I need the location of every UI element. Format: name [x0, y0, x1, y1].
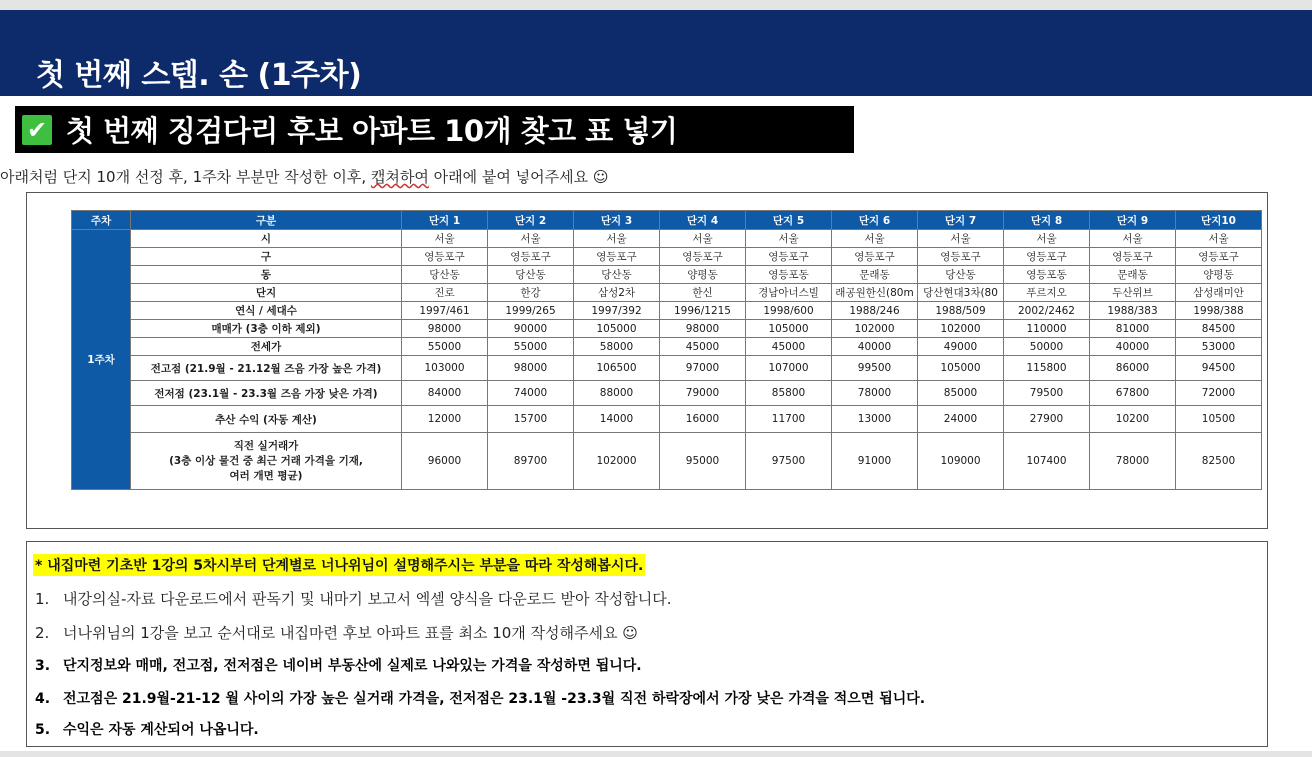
table-cell: 1998/600 — [746, 302, 832, 320]
table-cell: 102000 — [918, 320, 1004, 338]
table-row — [72, 320, 1262, 338]
table-cell: 1988/509 — [918, 302, 1004, 320]
table-cell: 래공원한신(80m — [832, 284, 918, 302]
table-cell: 1996/1215 — [660, 302, 746, 320]
instruction-item — [35, 622, 638, 643]
table-cell: 양평동 — [660, 266, 746, 284]
table-cell: 40000 — [832, 338, 918, 356]
table-cell: 영등포구 — [1176, 248, 1262, 266]
table-cell: 94500 — [1176, 356, 1262, 381]
table-cell: 78000 — [1090, 433, 1176, 490]
table-cell: 109000 — [918, 433, 1004, 490]
instruction-item — [35, 688, 925, 708]
apartment-table — [71, 210, 1262, 490]
table-cell: 24000 — [918, 406, 1004, 433]
table-cell: 79000 — [660, 381, 746, 406]
header-complex: 단지 4 — [660, 211, 746, 230]
table-cell: 88000 — [574, 381, 660, 406]
table-cell: 90000 — [488, 320, 574, 338]
table-cell: 85800 — [746, 381, 832, 406]
table-cell: 당산동 — [918, 266, 1004, 284]
table-cell: 영등포동 — [1004, 266, 1090, 284]
table-cell: 서울 — [574, 230, 660, 248]
table-row — [72, 338, 1262, 356]
table-cell: 영등포구 — [918, 248, 1004, 266]
table-row — [72, 266, 1262, 284]
table-cell: 45000 — [660, 338, 746, 356]
row-label: 전저점 (23.1월 - 23.3월 즈음 가장 낮은 가격) — [131, 381, 402, 406]
table-cell: 106500 — [574, 356, 660, 381]
table-cell: 105000 — [746, 320, 832, 338]
table-cell: 서울 — [832, 230, 918, 248]
table-cell: 당산동 — [402, 266, 488, 284]
table-cell: 91000 — [832, 433, 918, 490]
row-label: 동 — [131, 266, 402, 284]
row-label: 매매가 (3층 이하 제외) — [131, 320, 402, 338]
table-row — [72, 381, 1262, 406]
table-header-row — [72, 211, 1262, 230]
table-cell: 15700 — [488, 406, 574, 433]
table-cell: 45000 — [746, 338, 832, 356]
table-cell: 서울 — [402, 230, 488, 248]
table-cell: 1988/383 — [1090, 302, 1176, 320]
table-cell: 영등포구 — [660, 248, 746, 266]
table-cell: 84000 — [402, 381, 488, 406]
header-complex: 단지 5 — [746, 211, 832, 230]
instruction-item — [35, 719, 259, 739]
intro-after: 아래에 붙여 넣어주세요 ☺ — [428, 168, 609, 186]
table-cell: 115800 — [1004, 356, 1090, 381]
table-cell: 55000 — [402, 338, 488, 356]
table-cell: 99500 — [832, 356, 918, 381]
header-complex: 단지 2 — [488, 211, 574, 230]
table-row — [72, 230, 1262, 248]
table-row — [72, 248, 1262, 266]
top-strip — [0, 0, 1312, 10]
table-image-frame — [26, 192, 1268, 529]
item-number: 3. — [35, 658, 51, 674]
table-cell: 서울 — [488, 230, 574, 248]
table-row — [72, 406, 1262, 433]
table-row — [72, 284, 1262, 302]
table-cell: 1997/392 — [574, 302, 660, 320]
slide-header — [0, 10, 1312, 96]
table-cell: 98000 — [402, 320, 488, 338]
table-cell: 72000 — [1176, 381, 1262, 406]
item-text: 내강의실-자료 다운로드에서 판독기 및 내마기 보고서 엑셀 양식을 다운로드 받아 작성합니다. — [63, 590, 672, 608]
table-cell: 한신 — [660, 284, 746, 302]
table-cell: 서울 — [660, 230, 746, 248]
table-cell: 53000 — [1176, 338, 1262, 356]
row-label: 전세가 — [131, 338, 402, 356]
table-cell: 27900 — [1004, 406, 1090, 433]
table-cell: 67800 — [1090, 381, 1176, 406]
table-cell: 서울 — [1176, 230, 1262, 248]
table-cell: 영등포구 — [746, 248, 832, 266]
header-complex: 단지 3 — [574, 211, 660, 230]
header-complex: 단지 7 — [918, 211, 1004, 230]
subtitle-bar — [15, 106, 854, 153]
table-cell: 두산위브 — [1090, 284, 1176, 302]
table-cell: 서울 — [1004, 230, 1090, 248]
table-cell: 79500 — [1004, 381, 1090, 406]
row-label-line: 직전 실거래가 — [233, 439, 299, 452]
table-cell: 문래동 — [1090, 266, 1176, 284]
table-cell: 107000 — [746, 356, 832, 381]
table-cell: 양평동 — [1176, 266, 1262, 284]
table-cell: 40000 — [1090, 338, 1176, 356]
row-label-line: (3층 이상 물건 중 최근 거래 가격을 기재, — [169, 454, 363, 467]
table-cell: 삼성2차 — [574, 284, 660, 302]
table-cell: 영등포구 — [832, 248, 918, 266]
intro-underlined: 캡쳐하여 — [370, 168, 429, 186]
table-cell: 10500 — [1176, 406, 1262, 433]
row-label — [131, 433, 402, 490]
header-complex: 단지 9 — [1090, 211, 1176, 230]
instruction-item — [35, 588, 672, 609]
table-row — [72, 302, 1262, 320]
table-cell: 한강 — [488, 284, 574, 302]
table-cell: 55000 — [488, 338, 574, 356]
table-row — [72, 356, 1262, 381]
table-cell: 1997/461 — [402, 302, 488, 320]
table-cell: 81000 — [1090, 320, 1176, 338]
header-complex: 단지10 — [1176, 211, 1262, 230]
table-cell: 삼성래미안 — [1176, 284, 1262, 302]
item-number: 4. — [35, 691, 51, 707]
table-cell: 11700 — [746, 406, 832, 433]
header-complex: 단지 6 — [832, 211, 918, 230]
table-cell: 103000 — [402, 356, 488, 381]
table-cell: 110000 — [1004, 320, 1090, 338]
table-cell: 영등포구 — [1090, 248, 1176, 266]
table-cell: 12000 — [402, 406, 488, 433]
table-cell: 2002/2462 — [1004, 302, 1090, 320]
table-cell: 푸르지오 — [1004, 284, 1090, 302]
table-cell: 영등포구 — [1004, 248, 1090, 266]
table-cell: 78000 — [832, 381, 918, 406]
subtitle-text: 첫 번째 징검다리 후보 아파트 10개 찾고 표 넣기 — [66, 114, 678, 148]
table-cell: 84500 — [1176, 320, 1262, 338]
bottom-strip — [0, 751, 1312, 757]
table-cell: 105000 — [918, 356, 1004, 381]
intro-before: 아래처럼 단지 10개 선정 후, 1주차 부분만 작성한 이후, — [0, 168, 371, 186]
item-text: 단지정보와 매매, 전고점, 전저점은 네이버 부동산에 실제로 나와있는 가격을 작성하면 됩니다. — [63, 658, 642, 674]
row-label: 단지 — [131, 284, 402, 302]
table-cell: 58000 — [574, 338, 660, 356]
table-cell: 95000 — [660, 433, 746, 490]
table-cell: 당산현대3차(80 — [918, 284, 1004, 302]
table-cell: 문래동 — [832, 266, 918, 284]
table-cell: 1999/265 — [488, 302, 574, 320]
table-cell: 105000 — [574, 320, 660, 338]
slide-title: 첫 번째 스텝. 손 (1주차) — [36, 58, 362, 93]
table-cell: 74000 — [488, 381, 574, 406]
table-cell: 서울 — [1090, 230, 1176, 248]
item-number: 1. — [35, 590, 50, 608]
table-cell: 96000 — [402, 433, 488, 490]
table-cell: 86000 — [1090, 356, 1176, 381]
table-row — [72, 433, 1262, 490]
table-cell: 107400 — [1004, 433, 1090, 490]
header-complex: 단지 1 — [402, 211, 488, 230]
checkmark-icon: ✔ — [22, 115, 52, 145]
item-text: 전고점은 21.9월-21-12 월 사이의 가장 높은 실거래 가격을, 전저점은 23.1월 -23.3월 직전 하락장에서 가장 낮은 가격을 적으면 됩니다. — [63, 691, 926, 707]
table-cell: 영등포동 — [746, 266, 832, 284]
table-cell: 50000 — [1004, 338, 1090, 356]
table-cell: 102000 — [574, 433, 660, 490]
header-week: 주차 — [72, 211, 131, 230]
intro-text — [0, 166, 608, 187]
item-number: 2. — [35, 624, 50, 642]
row-label: 시 — [131, 230, 402, 248]
row-label: 연식 / 세대수 — [131, 302, 402, 320]
item-text: 수익은 자동 계산되어 나옵니다. — [63, 722, 259, 738]
item-number: 5. — [35, 722, 51, 738]
table-cell: 102000 — [832, 320, 918, 338]
table-cell: 1998/388 — [1176, 302, 1262, 320]
table-cell: 98000 — [488, 356, 574, 381]
table-cell: 영등포구 — [488, 248, 574, 266]
table-cell: 1988/246 — [832, 302, 918, 320]
table-cell: 영등포구 — [402, 248, 488, 266]
table-cell: 89700 — [488, 433, 574, 490]
week-cell: 1주차 — [72, 230, 131, 490]
item-text: 너나위님의 1강을 보고 순서대로 내집마련 후보 아파트 표를 최소 10개 작성해주세요 ☺ — [63, 624, 638, 642]
table-cell: 14000 — [574, 406, 660, 433]
table-cell: 10200 — [1090, 406, 1176, 433]
header-complex: 단지 8 — [1004, 211, 1090, 230]
table-cell: 당산동 — [488, 266, 574, 284]
table-cell: 영등포구 — [574, 248, 660, 266]
header-category: 구분 — [131, 211, 402, 230]
highlight-note: * 내집마련 기초반 1강의 5차시부터 단계별로 너나위님이 설명해주시는 부분을 따라 작성해봅시다. — [33, 554, 645, 576]
table-cell: 85000 — [918, 381, 1004, 406]
table-cell: 13000 — [832, 406, 918, 433]
table-cell: 서울 — [746, 230, 832, 248]
instruction-item — [35, 655, 642, 675]
row-label: 추산 수익 (자동 계산) — [131, 406, 402, 433]
row-label: 전고점 (21.9월 - 21.12월 즈음 가장 높은 가격) — [131, 356, 402, 381]
table-cell: 경남아너스빌 — [746, 284, 832, 302]
table-cell: 당산동 — [574, 266, 660, 284]
table-cell: 97500 — [746, 433, 832, 490]
table-cell: 98000 — [660, 320, 746, 338]
instructions-box — [26, 541, 1268, 747]
table-cell: 서울 — [918, 230, 1004, 248]
row-label-line: 여러 개면 평균) — [229, 469, 303, 482]
table-cell: 진로 — [402, 284, 488, 302]
table-cell: 82500 — [1176, 433, 1262, 490]
table-cell: 97000 — [660, 356, 746, 381]
row-label: 구 — [131, 248, 402, 266]
table-cell: 49000 — [918, 338, 1004, 356]
table-cell: 16000 — [660, 406, 746, 433]
